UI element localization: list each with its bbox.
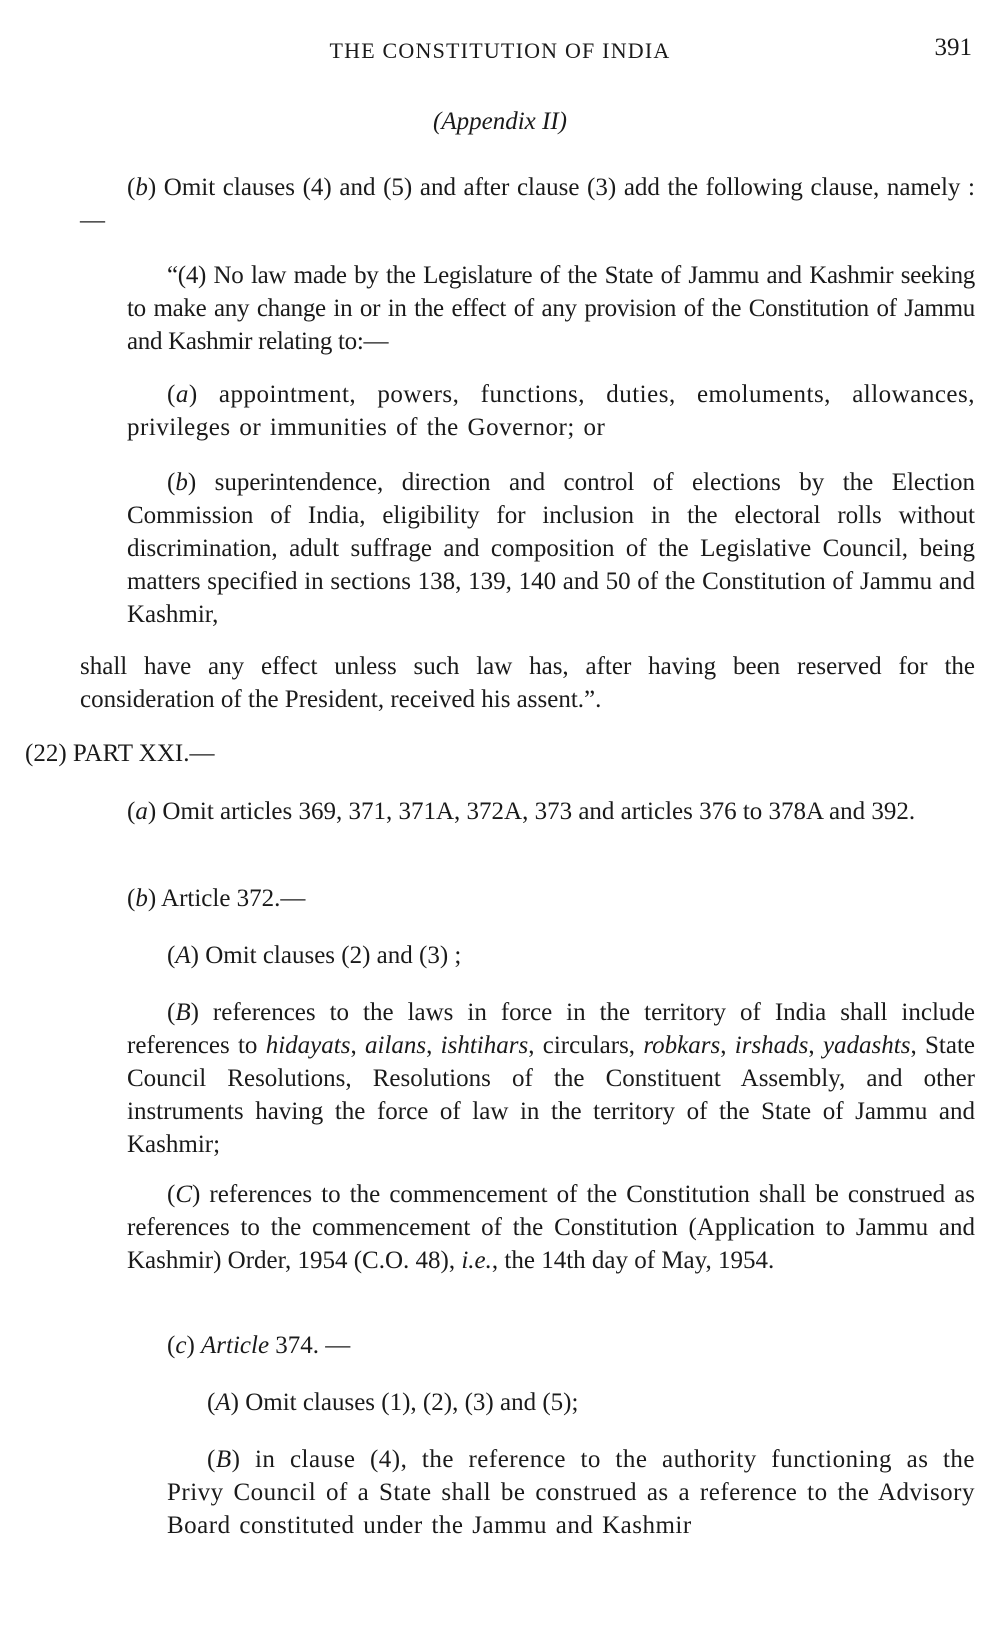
page-number: 391 (934, 34, 972, 61)
clause-marker: a (175, 381, 189, 408)
clause-marker: a (135, 798, 148, 825)
clause-marker: C (175, 1181, 193, 1208)
sub-clause-a-governor: (a) appointment, powers, functions, duties, emoluments, allowances, privileges or immunities of the Governor; or (127, 381, 975, 441)
section-heading: (22) PART XXI.— (25, 740, 215, 767)
part-xxi-heading (25, 737, 975, 770)
paragraph-text: shall have any effect unless such law has, after having been reserved for the consideration of the President, received his assent.”. (80, 653, 975, 713)
paragraph-b-omit-clauses: (b) Omit clauses (4) and (5) and after clause (3) add the following clause, namely :— (80, 174, 975, 234)
clause-marker: b (135, 885, 148, 912)
quoted-clause-4 (127, 259, 975, 358)
separator: , (720, 1032, 735, 1059)
clause-marker: b (175, 469, 188, 496)
article-374-clause-B: (B) in clause (4), the reference to the authority functioning as the Privy Council of a State shall be construed as a reference to the Advisory Board constituted under the Jammu and Kashmir (167, 1446, 975, 1539)
term-ailans: ailans (365, 1032, 427, 1059)
clause-marker: A (175, 942, 191, 969)
paragraph-text: in clause (4), the reference to the authority functioning as the Privy Council of a State shall be construed as a reference to the Advisory Board constituted under the Jammu and Kashmir (167, 1446, 975, 1539)
article-372-clause-B: (B) references to the laws in force in the territory of India shall include references to hidayats, ailans, ishtihars, circulars, robkars, irshads, yadashts, State Council Resolutions, Resolutions of the Constituent Assembly, and other instruments having the force of law in the territory of the State of Jammu and Kashmir; (127, 999, 975, 1158)
paragraph-text: 374. — (269, 1332, 351, 1359)
separator: , (808, 1032, 823, 1059)
part-xxi-clause-a: (a) Omit articles 369, 371, 371A, 372A, 373 and articles 376 to 378A and 392. (127, 798, 916, 825)
paragraph-text: superintendence, direction and control of elections by the Election Commission of India, eligibility for inclusion in the electoral rolls without discrimination, adult suffrage and composition of the Legislative Council, being matters specified in sections 138, 139, 140 and 50 of the Constitution of Jammu and Kashmir, (127, 469, 975, 628)
clause-marker: B (215, 1446, 232, 1473)
term-ie: i.e. (461, 1247, 492, 1274)
part-xxi-clause-b: (b) Article 372.— (127, 885, 306, 912)
clause-marker: c (175, 1332, 187, 1359)
article-label: Article (201, 1332, 270, 1359)
clause-marker: B (175, 999, 191, 1026)
paragraph-text: Omit clauses (2) and (3) ; (198, 942, 462, 969)
paragraph-text: , State Council Resolutions, Resolutions of the Constituent Assembly, and other instruments having the force of law in the territory of the State of Jammu and Kashmir; (127, 1032, 975, 1158)
term-ishtihars: ishtihars (440, 1032, 529, 1059)
paragraph-text: Omit clauses (4) and (5) and after clause (3) add the following clause, namely :— (80, 174, 975, 234)
running-header: THE CONSTITUTION OF INDIA (329, 38, 671, 63)
separator: , (350, 1032, 365, 1059)
appendix-label: (Appendix II) (433, 108, 567, 135)
paragraph-text: appointment, powers, functions, duties, emoluments, allowances, privileges or immunities of the Governor; or (127, 381, 975, 441)
paragraph-text: references to the commencement of the Constitution shall be construed as references to the commencement of the Constitution (Application to Jammu and Kashmir) Order, 1954 (C.O. 48), (127, 1181, 975, 1274)
paragraph-text: , circulars, (528, 1032, 644, 1059)
article-372-clause-C: (C) references to the commencement of the Constitution shall be construed as references to the commencement of the Constitution (Application to Jammu and Kashmir) Order, 1954 (C.O. 48), i.e., the 14th day of May, 1954. (127, 1181, 975, 1274)
part-xxi-clause-c: (c) Article 374. — (167, 1332, 351, 1359)
article-374-clause-A: (A) Omit clauses (1), (2), (3) and (5); (207, 1389, 579, 1416)
paragraph-text: , the 14th day of May, 1954. (491, 1247, 775, 1274)
clause-marker: b (135, 174, 148, 201)
article-372-clause-A: (A) Omit clauses (2) and (3) ; (167, 942, 462, 969)
separator: , (426, 1032, 441, 1059)
term-hidayats: hidayats (265, 1032, 351, 1059)
paragraph-text: “(4) No law made by the Legislature of the State of Jammu and Kashmir seeking to make any change in or in the effect of any provision of the Constitution of Jammu and Kashmir relating to:— (127, 262, 975, 355)
term-irshads: irshads (734, 1032, 809, 1059)
paragraph-text: Article 372.— (156, 885, 306, 912)
paragraph-text: Omit articles 369, 371, 371A, 372A, 373 and articles 376 to 378A and 392. (156, 798, 916, 825)
sub-clause-b-elections: (b) superintendence, direction and control of elections by the Election Commission of India, eligibility for inclusion in the electoral rolls without discrimination, adult suffrage and composition of the Legislative Council, being matters specified in sections 138, 139, 140 and 50 of the Constitution of Jammu and Kashmir, (127, 469, 975, 628)
clause-marker: A (215, 1389, 231, 1416)
term-yadashts: yadashts (822, 1032, 911, 1059)
closing-paragraph (80, 650, 975, 716)
term-robkars: robkars (643, 1032, 721, 1059)
paragraph-text: references to the laws in force in the territory of India shall include references to (127, 999, 975, 1059)
paragraph-text: Omit clauses (1), (2), (3) and (5); (238, 1389, 579, 1416)
